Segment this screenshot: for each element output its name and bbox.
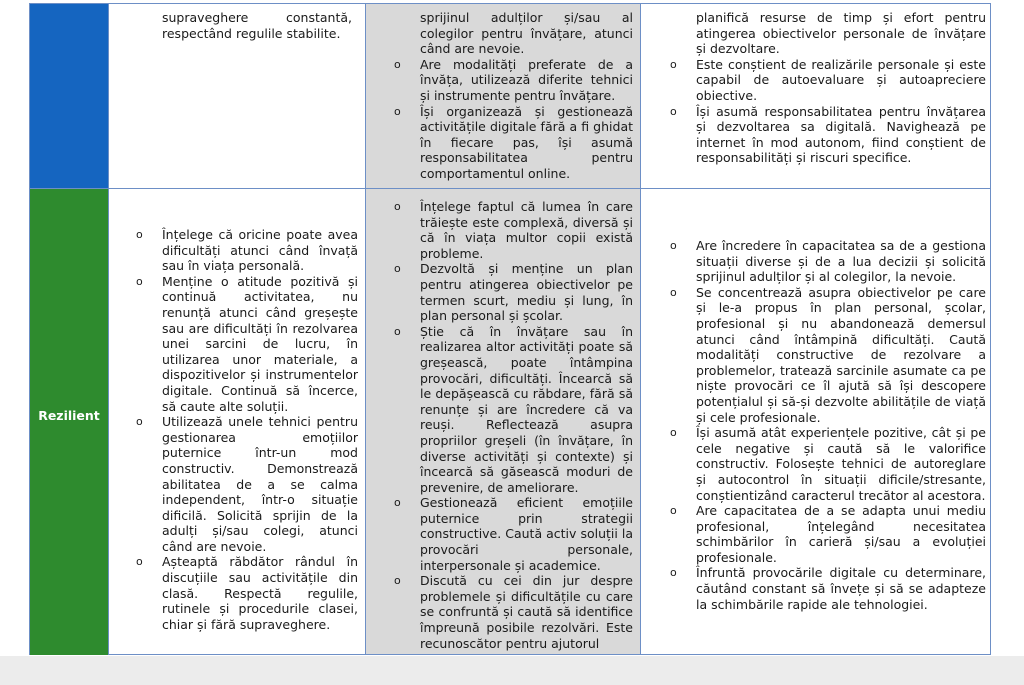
top-row-col2 bbox=[394, 10, 633, 182]
list-item: o Menține o atitude pozitivă și continuă activitatea, nu renunță atunci când greșește sau are dificultăți în rezolvarea unei sarcini de lucru, în utilizarea unor materiale, a dispozitivelor și instrumentelor digitale. Continuă să încerce, să caute alte soluții. bbox=[136, 274, 358, 414]
list-item: o Își asumă atât experiențele pozitive, cât și pe cele negative și caută să le valorifice constructiv. Folosește tehnici de autoreglare și autocontrol în situații dificile/stresante, conștientizând caracterul trecător al acestora. bbox=[670, 425, 986, 503]
competency-table bbox=[29, 3, 991, 655]
list-item: o Se concentrează asupra obiectivelor pe care și le-a propus în plan personal, școlar, profesional și nu abandonează demersul atunci când întâmpină dificultăți. Caută modalități constructive de rezolvare a problemelor, tratează sarcinile asumate ca pe niște provocări ce îl ajută să își descopere potențialul și să-și dezvolte abilitățile de viață și cele profesionale. bbox=[670, 285, 986, 425]
list-item: o Își asumă responsabilitatea pentru învățarea și dezvoltarea sa digitală. Navighează pe internet în mod autonom, fiind conștient de responsabilități și riscuri specifice. bbox=[670, 104, 986, 166]
column-divider bbox=[365, 4, 366, 654]
resilient-col2 bbox=[394, 199, 633, 651]
bottom-bar bbox=[0, 656, 1024, 685]
row-divider bbox=[30, 188, 990, 189]
column-divider bbox=[108, 4, 109, 654]
list-item: o Este conștient de realizările personale și este capabil de autoevaluare și autoapreciere obiective. bbox=[670, 57, 986, 104]
list-item: o Discută cu cei din jur despre problemele și dificultățile cu care se confruntă și caută să identifice împreună posibile rezolvări. Este recunoscător pentru ajutorul bbox=[394, 573, 633, 651]
list-item: o Utilizează unele tehnici pentru gestionarea emoțiilor puternice într-un mod constructiv. Demonstrează abilitatea de a se calma independent, într-o situație dificilă. Solicită sprijin de la adulți și/sau colegi, atunci când are nevoie. bbox=[136, 414, 358, 554]
list-item: o Înțelege că oricine poate avea dificultăți atunci când învață sau în viața personală. bbox=[136, 227, 358, 274]
column-divider bbox=[640, 4, 641, 654]
paragraph: planifică resurse de timp și efort pentru atingerea obiectivelor personale de învățare și dezvoltare. bbox=[696, 10, 986, 57]
list-item: o Așteaptă răbdător rândul în discuțiile sau activitățile din clasă. Respectă regulile, rutinele și procedurile clasei, chiar și fără supraveghere. bbox=[136, 554, 358, 632]
list-item: o Dezvoltă și menține un plan pentru atingerea obiectivelor pe termen scurt, mediu și lung, în plan personal și școlar. bbox=[394, 261, 633, 323]
list-item: o Are încredere în capacitatea sa de a gestiona situații diverse și de a lua decizii și solicită sprijinul adulților și al colegilor, la nevoie. bbox=[670, 238, 986, 285]
list-item: o Înfruntă provocările digitale cu determinare, căutând constant să învețe și să se adapteze la schimbările rapide ale tehnologiei. bbox=[670, 565, 986, 612]
list-item: o Are modalități preferate de a învăța, utilizează diferite tehnici și instrumente pentru învățare. bbox=[394, 57, 633, 104]
resilient-col1 bbox=[136, 227, 358, 632]
list-item: o Își organizează și gestionează activitățile digitale fără a fi ghidat în fiecare pas, își asumă responsabilitatea pentru comportamentul online. bbox=[394, 104, 633, 182]
paragraph: sprijinul adulților și/sau al colegilor pentru învățare, atunci când are nevoie. bbox=[420, 10, 633, 57]
top-row-label-cell bbox=[30, 4, 108, 188]
top-row-col3 bbox=[670, 10, 986, 166]
resilient-col3 bbox=[670, 238, 986, 612]
list-item: o Știe că în învățare sau în realizarea altor activități poate să greșească, poate întâmpina provocări, dificultăți. Încearcă să le depășească cu răbdare, fără să renunțe și are încredere că va reuși. Reflectează asupra propriilor greșeli (în învățare, în diverse activități și contexte) și încearcă să găsească moduri de prevenire, de ameliorare. bbox=[394, 324, 633, 496]
paragraph: supraveghere constantă, respectând regulile stabilite. bbox=[162, 10, 352, 41]
list-item: o Are capacitatea de a se adapta unui mediu profesional, înțelegând necesitatea schimbărilor în carieră și/sau a evoluției profesionale. bbox=[670, 503, 986, 565]
row-label-rezilient: Rezilient bbox=[38, 408, 100, 423]
list-item: o Înțelege faptul că lumea în care trăiește este complexă, diversă și că în viața multor copii există probleme. bbox=[394, 199, 633, 261]
top-row-col1 bbox=[162, 10, 352, 41]
list-item: o Gestionează eficient emoțiile puternice prin strategii constructive. Caută activ soluții la provocări personale, interpersonale și academice. bbox=[394, 495, 633, 573]
